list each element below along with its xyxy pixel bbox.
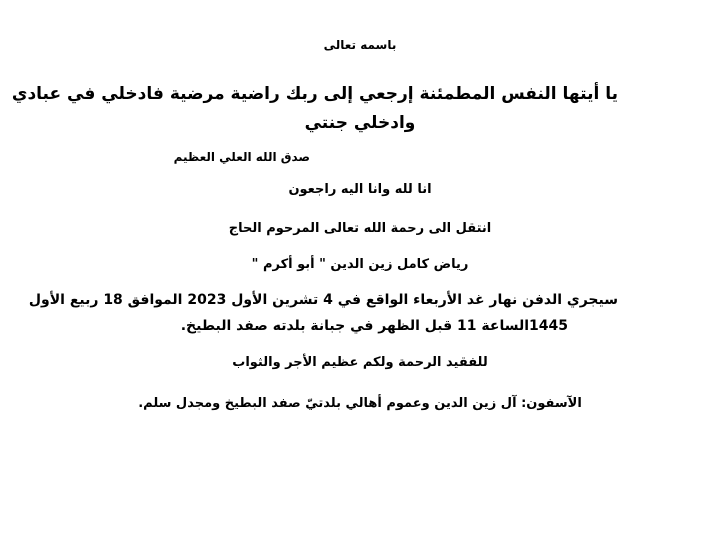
mourners-line: الآسفون: آل زين الدين وعموم أهالي بلدتيّ صفد البطيخ ومجدل سلم. xyxy=(138,396,582,411)
sadaq-allah: صدق الله العلي العظيم xyxy=(173,150,310,164)
header-bismihi: باسمه تعالى xyxy=(323,38,397,52)
quran-verse-line-2: وادخلي جنتي xyxy=(304,113,416,133)
deceased-name: رياض كامل زين الدين " أبو أكرم " xyxy=(251,257,469,272)
quran-verse-line-1: يا أيتها النفس المطمئنة إرجعي إلى ربك راضية مرضية فادخلي في عبادي xyxy=(11,84,618,104)
funeral-details-line-1: سيجري الدفن نهار غد الأربعاء الواقع في 4 تشرين الأول 2023 الموافق 18 ربيع الأول xyxy=(28,292,618,308)
condolence-line: للفقيد الرحمة ولكم عظيم الأجر والثواب xyxy=(232,355,488,370)
passed-away-line: انتقل الى رحمة الله تعالى المرحوم الحاج xyxy=(228,221,492,236)
inna-lillah: انا لله وانا اليه راجعون xyxy=(288,182,432,197)
funeral-details-line-2: 1445الساعة 11 قبل الظهر في جبانة بلدته صفد البطيخ. xyxy=(180,318,568,334)
